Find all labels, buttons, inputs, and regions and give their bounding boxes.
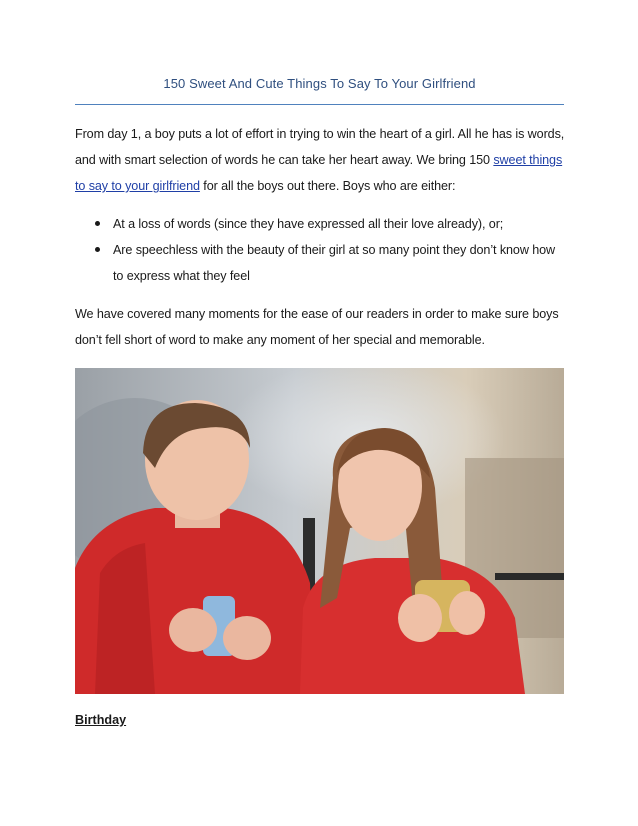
moments-paragraph: We have covered many moments for the ease of our readers in order to make sure boys don’t fell short of word to make any moment of her special and memorable. [75, 307, 559, 347]
bullet-dot-icon [95, 247, 100, 252]
intro-text-start: From day 1, a boy puts a lot of effort in trying to win the heart of a girl. All he has is words, and with smart selection of words he can take her heart away. We bring 150 [75, 127, 565, 167]
bullet-text: At a loss of words (since they have expressed all their love already), or; [113, 217, 504, 231]
bullet-list [95, 211, 565, 289]
bullet-dot-icon [95, 221, 100, 226]
sweet-things-link[interactable]: sweet things to say to your girlfriend [75, 153, 563, 193]
couple-illustration [75, 368, 564, 694]
section-heading-birthday: Birthday [75, 713, 127, 727]
list-item [95, 211, 565, 237]
document-title: 150 Sweet And Cute Things To Say To Your Girlfriend [163, 76, 476, 91]
bullet-text: Are speechless with the beauty of their girl at so many point they don’t know how to express what they feel [113, 243, 556, 283]
couple-photo [75, 368, 564, 694]
list-item [95, 237, 565, 289]
intro-paragraph [75, 121, 567, 199]
intro-text-end: for all the boys out there. Boys who are either: [199, 179, 456, 193]
title-divider [75, 104, 564, 105]
